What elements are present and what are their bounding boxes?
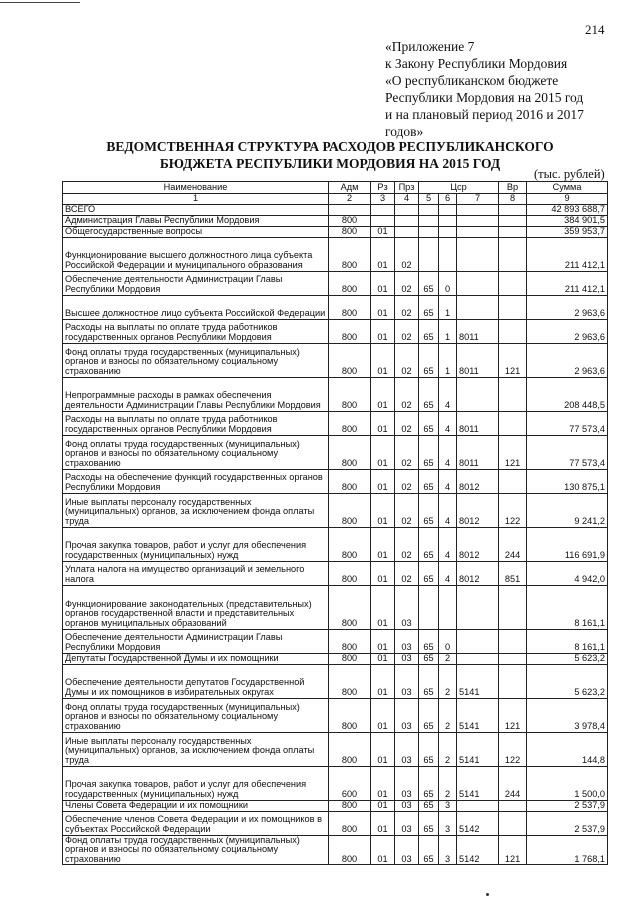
cell-c2 [439,585,457,629]
cell-prz: 02 [395,469,419,493]
cell-c3: 5141 [457,766,499,800]
column-number-cell: 5 [419,194,439,205]
cell-vr [499,811,527,835]
cell-rz: 01 [371,629,395,653]
table-row [63,653,608,664]
cell-sum: 1 500,0 [527,766,608,800]
cell-adm: 800 [329,653,371,664]
cell-c2: 1 [439,319,457,343]
cell-rz: 01 [371,377,395,411]
cell-c2: 2 [439,698,457,732]
cell-c3: 5141 [457,732,499,766]
cell-adm: 600 [329,766,371,800]
cell-vr: 244 [499,527,527,561]
cell-name: Обеспечение деятельности Администрации Главы Республики Мордовия [63,271,329,295]
column-number-cell: 4 [395,194,419,205]
cell-rz: 01 [371,585,395,629]
table-row [63,835,608,865]
cell-prz: 02 [395,343,419,377]
cell-adm: 800 [329,732,371,766]
cell-rz: 01 [371,766,395,800]
cell-c2: 2 [439,653,457,664]
cell-c2: 2 [439,766,457,800]
cell-sum: 144,8 [527,732,608,766]
cell-c2 [439,215,457,226]
cell-vr: 851 [499,561,527,585]
appendix-line: годов» [385,124,424,139]
cell-name: Фонд оплаты труда государственных (муниципальных) органов и взносы по обязательному социальному страхованию [63,343,329,377]
title-line: ВЕДОМСТВЕННАЯ СТРУКТУРА РАСХОДОВ РЕСПУБЛИКАНСКОГО [106,139,554,154]
cell-rz: 01 [371,561,395,585]
cell-vr [499,629,527,653]
cell-adm: 800 [329,226,371,237]
cell-c3: 5142 [457,835,499,865]
table-row [63,271,608,295]
cell-prz: 02 [395,527,419,561]
cell-rz: 01 [371,271,395,295]
cell-c3 [457,237,499,271]
cell-c1: 65 [419,319,439,343]
cell-c1 [419,585,439,629]
cell-c1: 65 [419,653,439,664]
cell-c2 [439,204,457,215]
cell-c3 [457,800,499,811]
cell-c3 [457,204,499,215]
cell-name: Обеспечение деятельности депутатов Государственной Думы и их помощников в избирательных округах [63,664,329,698]
column-number-cell: 8 [499,194,527,205]
cell-sum: 116 691,9 [527,527,608,561]
table-row [63,664,608,698]
column-number-cell: 1 [63,194,329,205]
cell-c3: 5141 [457,664,499,698]
cell-rz: 01 [371,811,395,835]
cell-name: Прочая закупка товаров, работ и услуг для обеспечения государственных (муниципальных) нужд [63,766,329,800]
cell-prz: 02 [395,295,419,319]
cell-c1: 65 [419,527,439,561]
cell-c1 [419,226,439,237]
appendix-line: «Приложение 7 [385,39,475,54]
cell-name: Высшее должностное лицо субъекта Российской Федерации [63,295,329,319]
header-name: Наименование [63,182,329,194]
cell-name: Функционирование законодательных (представительных) органов государственной власти и представительных органов муниципальных образований [63,585,329,629]
cell-c3: 8012 [457,469,499,493]
table-row [63,204,608,215]
table-row [63,295,608,319]
cell-c2: 3 [439,811,457,835]
cell-prz [395,215,419,226]
cell-vr: 122 [499,493,527,527]
cell-sum: 211 412,1 [527,271,608,295]
cell-c2: 3 [439,800,457,811]
table-row [63,766,608,800]
document-title [60,138,600,172]
cell-vr: 121 [499,835,527,865]
cell-c1 [419,237,439,271]
table-row [63,585,608,629]
cell-adm: 800 [329,411,371,435]
cell-c1: 65 [419,629,439,653]
cell-adm: 800 [329,435,371,469]
cell-name: Депутаты Государственной Думы и их помощники [63,653,329,664]
cell-vr [499,226,527,237]
cell-rz [371,215,395,226]
scan-speck [486,893,489,896]
cell-rz: 01 [371,237,395,271]
cell-vr [499,204,527,215]
table-row [63,561,608,585]
appendix-line: «О республиканском бюджете [385,73,559,88]
cell-c1: 65 [419,561,439,585]
cell-adm: 800 [329,377,371,411]
cell-prz: 03 [395,629,419,653]
cell-vr [499,237,527,271]
cell-adm: 800 [329,664,371,698]
cell-prz: 03 [395,835,419,865]
cell-prz: 03 [395,585,419,629]
cell-sum: 4 942,0 [527,561,608,585]
cell-vr [499,469,527,493]
column-number-cell: 7 [457,194,499,205]
cell-sum: 9 241,2 [527,493,608,527]
cell-c2: 4 [439,527,457,561]
cell-rz: 01 [371,653,395,664]
cell-sum: 2 963,6 [527,295,608,319]
cell-adm: 800 [329,493,371,527]
cell-adm: 800 [329,811,371,835]
cell-c2: 4 [439,377,457,411]
header-row [63,182,608,194]
cell-c3 [457,295,499,319]
cell-c2: 0 [439,271,457,295]
appendix-line: к Закону Республики Мордовия [385,56,568,71]
cell-sum: 5 623,2 [527,664,608,698]
cell-rz: 01 [371,698,395,732]
cell-name: Иные выплаты персоналу государственных (муниципальных) органов, за исключением фонда оплаты труда [63,732,329,766]
table-row [63,215,608,226]
cell-c1: 65 [419,295,439,319]
table-row [63,377,608,411]
cell-name: Фонд оплаты труда государственных (муниципальных) органов и взносы по обязательному социальному страхованию [63,698,329,732]
cell-name: Непрограммные расходы в рамках обеспечения деятельности Администрации Главы Республики Мордовия [63,377,329,411]
cell-prz: 02 [395,237,419,271]
table-row [63,698,608,732]
cell-c2 [439,226,457,237]
cell-vr [499,653,527,664]
cell-vr [499,800,527,811]
cell-rz [371,204,395,215]
cell-sum: 2 537,9 [527,811,608,835]
cell-c3 [457,226,499,237]
cell-prz: 03 [395,698,419,732]
cell-sum: 5 623,2 [527,653,608,664]
cell-prz: 03 [395,811,419,835]
cell-sum: 42 893 688,7 [527,204,608,215]
cell-vr: 121 [499,435,527,469]
cell-adm: 800 [329,215,371,226]
cell-c2 [439,237,457,271]
cell-c2: 3 [439,835,457,865]
table-row [63,629,608,653]
header-prz: Прз [395,182,419,194]
appendix-line: и на плановый период 2016 и 2017 [385,107,584,122]
scan-edge-line [0,2,80,3]
table-row [63,732,608,766]
cell-c1: 65 [419,664,439,698]
cell-name: Прочая закупка товаров, работ и услуг для обеспечения государственных (муниципальных) нужд [63,527,329,561]
cell-rz: 01 [371,411,395,435]
cell-c1: 65 [419,493,439,527]
header-adm: Адм [329,182,371,194]
cell-prz: 02 [395,493,419,527]
header-csr: Цср [419,182,499,194]
cell-adm: 800 [329,835,371,865]
cell-prz: 03 [395,653,419,664]
cell-sum: 130 875,1 [527,469,608,493]
cell-c3 [457,271,499,295]
cell-adm: 800 [329,295,371,319]
page-number: 214 [585,22,605,37]
cell-c1: 65 [419,469,439,493]
cell-rz: 01 [371,343,395,377]
cell-c2: 1 [439,295,457,319]
cell-c1: 65 [419,271,439,295]
cell-name: Обеспечение членов Совета Федерации и их помощников в субъектах Российской Федерации [63,811,329,835]
table-row [63,319,608,343]
cell-c3: 8011 [457,343,499,377]
cell-c1: 65 [419,435,439,469]
cell-c2: 1 [439,343,457,377]
cell-c2: 0 [439,629,457,653]
column-number-row [63,194,608,205]
cell-adm: 800 [329,343,371,377]
table-row [63,343,608,377]
cell-adm: 800 [329,271,371,295]
cell-name: Общегосударственные вопросы [63,226,329,237]
cell-c2: 2 [439,732,457,766]
cell-vr: 122 [499,732,527,766]
cell-sum: 77 573,4 [527,435,608,469]
cell-name: Фонд оплаты труда государственных (муниципальных) органов и взносы по обязательному социальному страхованию [63,435,329,469]
table-row [63,527,608,561]
cell-sum: 359 953,7 [527,226,608,237]
cell-adm: 800 [329,561,371,585]
cell-c3 [457,629,499,653]
cell-vr [499,319,527,343]
cell-c3 [457,377,499,411]
cell-rz: 01 [371,800,395,811]
cell-c3: 8011 [457,435,499,469]
cell-name: Администрация Главы Республики Мордовия [63,215,329,226]
table-row [63,411,608,435]
cell-prz [395,226,419,237]
cell-adm: 800 [329,237,371,271]
cell-sum: 8 161,1 [527,585,608,629]
cell-adm: 800 [329,585,371,629]
cell-c3: 8011 [457,411,499,435]
cell-c1: 65 [419,343,439,377]
cell-c1: 65 [419,766,439,800]
cell-rz: 01 [371,435,395,469]
cell-c3: 8012 [457,561,499,585]
cell-prz: 03 [395,766,419,800]
table-body [63,204,608,865]
cell-prz: 03 [395,800,419,811]
cell-vr [499,215,527,226]
cell-c1: 65 [419,811,439,835]
cell-c2: 4 [439,411,457,435]
cell-name: Члены Совета Федерации и их помощники [63,800,329,811]
cell-c1 [419,215,439,226]
cell-c3: 8012 [457,527,499,561]
cell-rz: 01 [371,732,395,766]
column-number-cell: 2 [329,194,371,205]
cell-rz: 01 [371,319,395,343]
cell-vr [499,585,527,629]
cell-c3: 5141 [457,698,499,732]
header-rz: Рз [371,182,395,194]
cell-prz: 02 [395,561,419,585]
cell-name: ВСЕГО [63,204,329,215]
cell-name: Функционирование высшего должностного лица субъекта Российской Федерации и муниципального образования [63,237,329,271]
cell-rz: 01 [371,295,395,319]
cell-name: Уплата налога на имущество организаций и земельного налога [63,561,329,585]
cell-c3: 8012 [457,493,499,527]
cell-name: Обеспечение деятельности Администрации Главы Республики Мордовия [63,629,329,653]
table-row [63,800,608,811]
cell-c3: 5142 [457,811,499,835]
units-label: (тыс. рублей) [534,167,605,181]
cell-c1: 65 [419,411,439,435]
cell-sum: 3 978,4 [527,698,608,732]
cell-c3 [457,653,499,664]
title-line: БЮДЖЕТА РЕСПУБЛИКИ МОРДОВИЯ НА 2015 ГОД [159,156,501,171]
cell-name: Иные выплаты персоналу государственных (муниципальных) органов, за исключением фонда оплаты труда [63,493,329,527]
cell-prz: 02 [395,319,419,343]
cell-adm [329,204,371,215]
column-number-cell: 9 [527,194,608,205]
cell-c2: 4 [439,435,457,469]
cell-sum: 8 161,1 [527,629,608,653]
cell-c1: 65 [419,377,439,411]
cell-vr [499,271,527,295]
appendix-line: Республики Мордовия на 2015 год [385,90,584,105]
cell-sum: 384 901,5 [527,215,608,226]
cell-prz: 02 [395,411,419,435]
cell-c1: 65 [419,732,439,766]
cell-vr [499,377,527,411]
cell-rz: 01 [371,664,395,698]
cell-prz: 02 [395,435,419,469]
cell-sum: 2 537,9 [527,800,608,811]
cell-c1: 65 [419,800,439,811]
cell-rz: 01 [371,835,395,865]
table-row [63,469,608,493]
cell-adm: 800 [329,629,371,653]
cell-adm: 800 [329,800,371,811]
cell-c2: 4 [439,469,457,493]
cell-vr [499,295,527,319]
table-row [63,226,608,237]
cell-adm: 800 [329,319,371,343]
cell-sum: 2 963,6 [527,343,608,377]
cell-vr: 121 [499,698,527,732]
appendix-note [385,38,625,140]
budget-table [62,181,608,865]
cell-name: Расходы на выплаты по оплате труда работников государственных органов Республики Мордовия [63,319,329,343]
table-row [63,493,608,527]
cell-sum: 211 412,1 [527,237,608,271]
cell-adm: 800 [329,527,371,561]
cell-c3 [457,215,499,226]
cell-c2: 2 [439,664,457,698]
cell-c3 [457,585,499,629]
cell-c2: 4 [439,561,457,585]
cell-prz: 03 [395,664,419,698]
cell-vr: 121 [499,343,527,377]
cell-prz: 03 [395,732,419,766]
cell-c3: 8011 [457,319,499,343]
header-vr: Вр [499,182,527,194]
cell-prz [395,204,419,215]
cell-name: Фонд оплаты труда государственных (муниципальных) органов и взносы по обязательному социальному страхованию [63,835,329,865]
cell-name: Расходы на обеспечение функций государственных органов Республики Мордовия [63,469,329,493]
header-sum: Сумма [527,182,608,194]
cell-vr [499,411,527,435]
cell-sum: 1 768,1 [527,835,608,865]
cell-rz: 01 [371,493,395,527]
cell-name: Расходы на выплаты по оплате труда работников государственных органов Республики Мордовия [63,411,329,435]
cell-vr [499,664,527,698]
cell-vr: 244 [499,766,527,800]
cell-sum: 77 573,4 [527,411,608,435]
cell-prz: 02 [395,377,419,411]
column-number-cell: 6 [439,194,457,205]
cell-rz: 01 [371,469,395,493]
cell-rz: 01 [371,226,395,237]
cell-c1 [419,204,439,215]
cell-adm: 800 [329,698,371,732]
column-number-cell: 3 [371,194,395,205]
cell-rz: 01 [371,527,395,561]
cell-sum: 2 963,6 [527,319,608,343]
cell-c1: 65 [419,698,439,732]
cell-prz: 02 [395,271,419,295]
cell-sum: 208 448,5 [527,377,608,411]
cell-adm: 800 [329,469,371,493]
cell-c1: 65 [419,835,439,865]
table-row [63,435,608,469]
table-row [63,811,608,835]
table-row [63,237,608,271]
cell-c2: 4 [439,493,457,527]
